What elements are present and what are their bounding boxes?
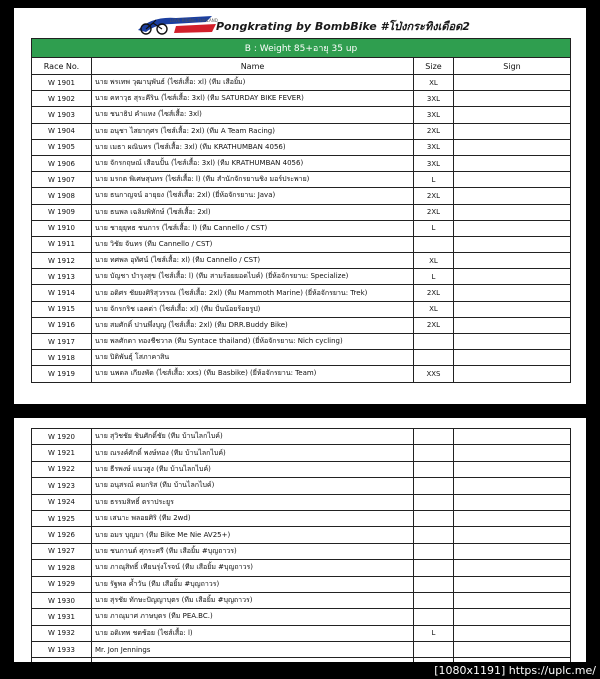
size-cell	[414, 527, 454, 543]
name-cell: นาย สุวิชชัย ชินศักดิ์ชัย (ทีม บ้านไลกไบค์)	[92, 429, 414, 445]
table-row	[32, 269, 571, 285]
table-row	[32, 317, 571, 333]
race-no-cell: W 1921	[32, 445, 92, 461]
table-row	[32, 429, 571, 445]
sign-cell	[454, 123, 571, 139]
name-cell: นาย เมธา ผณินทร (ไซส์เสื้อ: 3xl) (ทีม KRATHUMBAN 4056)	[92, 139, 414, 155]
race-no-cell: W 1930	[32, 592, 92, 608]
table-row	[32, 285, 571, 301]
size-cell: XL	[414, 301, 454, 317]
size-cell: 2XL	[414, 285, 454, 301]
sheet-page-1	[14, 8, 586, 404]
table-row	[32, 642, 571, 658]
name-cell: นาย บัญชา บำรุงสุข (ไซส์เสื้อ: l) (ทีม สามร้อยยอดไบค์) (ยี่ห้อจักรยาน: Specialize)	[92, 269, 414, 285]
size-cell: 2XL	[414, 123, 454, 139]
race-no-cell: W 1915	[32, 301, 92, 317]
col-name: Name	[92, 58, 414, 75]
col-size: Size	[414, 58, 454, 75]
name-cell: นาย ธนพล เฉลิมพิทักษ์ (ไซส์เสื้อ: 2xl)	[92, 204, 414, 220]
sign-cell	[454, 155, 571, 171]
sign-cell	[454, 510, 571, 526]
results-table-2	[31, 428, 571, 662]
sign-cell	[454, 350, 571, 366]
table-row	[32, 91, 571, 107]
table-row	[32, 220, 571, 236]
size-cell	[414, 494, 454, 510]
size-cell: 2XL	[414, 204, 454, 220]
table-row	[32, 236, 571, 252]
category-banner: B : Weight 85+อายุ 35 up	[32, 39, 571, 58]
size-cell	[414, 461, 454, 477]
table-row	[32, 478, 571, 494]
size-cell: 3XL	[414, 91, 454, 107]
sign-cell	[454, 107, 571, 123]
race-no-cell: W 1910	[32, 220, 92, 236]
size-cell	[414, 576, 454, 592]
size-cell: XL	[414, 75, 454, 91]
sign-cell	[454, 334, 571, 350]
size-cell: XL	[414, 253, 454, 269]
sign-cell	[454, 658, 571, 662]
size-cell: 3XL	[414, 139, 454, 155]
size-cell: XXS	[414, 366, 454, 382]
name-cell: นาย ชายุยุทธ ชนการ (ไซส์เสื้อ: l) (ทีม Cannello / CST)	[92, 220, 414, 236]
name-cell: นาย อนุสรณ์ คมกริส (ทีม บ้านไลกไบค์)	[92, 478, 414, 494]
race-no-cell: W 1917	[32, 334, 92, 350]
size-cell	[414, 543, 454, 559]
name-cell: นาย ภาณุมาศ ภาษบุตร (ทีม PEA.BC.)	[92, 609, 414, 625]
name-cell: นาย ธรรมสิทธิ์ ตราประยูร	[92, 494, 414, 510]
size-cell	[414, 592, 454, 608]
table-row	[32, 576, 571, 592]
sign-cell	[454, 317, 571, 333]
race-no-cell: W 1907	[32, 172, 92, 188]
sign-cell	[454, 543, 571, 559]
race-no-cell: W 1925	[32, 510, 92, 526]
sign-cell	[454, 478, 571, 494]
size-cell	[414, 429, 454, 445]
size-cell	[414, 609, 454, 625]
sign-cell	[454, 527, 571, 543]
race-no-cell: W 1922	[32, 461, 92, 477]
sign-cell	[454, 461, 571, 477]
sign-cell	[454, 285, 571, 301]
table-row	[32, 107, 571, 123]
table-row	[32, 592, 571, 608]
race-no-cell: W 1926	[32, 527, 92, 543]
name-cell: นาย วิชัย จันทร (ทีม Cannello / CST)	[92, 236, 414, 252]
race-no-cell: W 1908	[32, 188, 92, 204]
name-cell: นาย มรกต พิเศษสุนทร (ไซส์เสื้อ: l) (ทีม สำนักจักรยานชิง มอร์ประพาย)	[92, 172, 414, 188]
watermark: [1080x1191] https://uplc.me/	[434, 664, 596, 677]
race-no-cell: W 1928	[32, 560, 92, 576]
table-row	[32, 445, 571, 461]
race-no-cell: W 1924	[32, 494, 92, 510]
table-row	[32, 625, 571, 641]
name-cell: นาย พรเทพ วุฒานุพันธ์ (ไซส์เสื้อ: xl) (ทีม เสือยิ้ม)	[92, 75, 414, 91]
sign-cell	[454, 366, 571, 382]
size-cell: L	[414, 172, 454, 188]
name-cell: นาย อมร บุญมา (ทีม Bike Me Nie AV25+)	[92, 527, 414, 543]
sign-cell	[454, 642, 571, 658]
name-cell: นาย อนุชา ไสยากุศร (ไซส์เสื้อ: 2xl) (ทีม A Team Racing)	[92, 123, 414, 139]
table-row	[32, 461, 571, 477]
logo-text: LOVE RIDING THAILAND	[170, 18, 218, 23]
race-no-cell: W 1911	[32, 236, 92, 252]
race-no-cell: W 1903	[32, 107, 92, 123]
size-cell	[414, 236, 454, 252]
table-row	[32, 188, 571, 204]
name-cell: นาย ชนาธิป คำแหง (ไซส์เสื้อ: 3xl)	[92, 107, 414, 123]
name-cell: นาย สุรชัย ทักษะปัญญาบุตร (ทีม เสือยิ้ม #บุญถาวร)	[92, 592, 414, 608]
race-no-cell: W 1927	[32, 543, 92, 559]
sign-cell	[454, 609, 571, 625]
size-cell: L	[414, 269, 454, 285]
name-cell: นาย จักรกฤษณ์ เสือนปั้น (ไซส์เสื้อ: 3xl) (ทีม KRATHUMBAN 4056)	[92, 155, 414, 171]
table-row	[32, 204, 571, 220]
race-no-cell: W 1919	[32, 366, 92, 382]
name-cell: นาย จักรกริช เอคต่า (ไซส์เสื้อ: xl) (ทีม ปั่นน้อยร้อยรูป)	[92, 301, 414, 317]
bike-logo-icon	[132, 12, 218, 36]
race-no-cell: W 1912	[32, 253, 92, 269]
race-no-cell: W 1932	[32, 625, 92, 641]
table-row	[32, 334, 571, 350]
name-cell: นาย เสนาะ พลอยศิริ (ทีม 2wd)	[92, 510, 414, 526]
size-cell: 3XL	[414, 107, 454, 123]
sign-cell	[454, 494, 571, 510]
sign-cell	[454, 236, 571, 252]
race-no-cell: W 1916	[32, 317, 92, 333]
race-no-cell: W 1913	[32, 269, 92, 285]
table-row	[32, 560, 571, 576]
table-row	[32, 658, 571, 662]
table-row	[32, 123, 571, 139]
table-row	[32, 366, 571, 382]
name-cell: นาย ณรงค์ศักดิ์ พงษ์ทอง (ทีม บ้านไลกไบค์)	[92, 445, 414, 461]
sign-cell	[454, 253, 571, 269]
sign-cell	[454, 188, 571, 204]
table-row	[32, 510, 571, 526]
size-cell: L	[414, 625, 454, 641]
size-cell: L	[414, 220, 454, 236]
sign-cell	[454, 301, 571, 317]
race-no-cell: W 1914	[32, 285, 92, 301]
race-no-cell: W 1904	[32, 123, 92, 139]
table-row	[32, 527, 571, 543]
race-no-cell: W 1902	[32, 91, 92, 107]
sign-cell	[454, 204, 571, 220]
table-row	[32, 350, 571, 366]
sign-cell	[454, 560, 571, 576]
table-row	[32, 75, 571, 91]
race-no-cell: W 1929	[32, 576, 92, 592]
race-no-cell: W 1905	[32, 139, 92, 155]
table-row	[32, 155, 571, 171]
race-no-cell: W 1920	[32, 429, 92, 445]
size-cell	[414, 642, 454, 658]
col-sign: Sign	[454, 58, 571, 75]
size-cell	[414, 658, 454, 662]
sign-cell	[454, 592, 571, 608]
size-cell: 2XL	[414, 317, 454, 333]
table-row	[32, 494, 571, 510]
race-no-cell: W 1909	[32, 204, 92, 220]
size-cell: 2XL	[414, 188, 454, 204]
sign-cell	[454, 75, 571, 91]
sign-cell	[454, 172, 571, 188]
race-no-cell: W 1906	[32, 155, 92, 171]
race-no-cell: W 1931	[32, 609, 92, 625]
table-row	[32, 172, 571, 188]
race-no-cell: W 1918	[32, 350, 92, 366]
name-cell: นาย สมศักดิ์ ปานพึ่งบุญ (ไซส์เสื้อ: 2xl) (ทีม DRR.Buddy Bike)	[92, 317, 414, 333]
sign-cell	[454, 91, 571, 107]
table-row	[32, 301, 571, 317]
name-cell: นาย ปิติพันธุ์ โสภาคาสิน	[92, 350, 414, 366]
sign-cell	[454, 220, 571, 236]
name-cell: นาย นพดล เกียงพัด (ไซส์เสื้อ: xxs) (ทีม Basbike) (ยี่ห้อจักรยาน: Team)	[92, 366, 414, 382]
sign-cell	[454, 625, 571, 641]
name-cell: นาย อดิเทพ ชดช้อย (ไซส์เสื้อ: l)	[92, 625, 414, 641]
size-cell	[414, 334, 454, 350]
name-cell: นาย ธีรพงษ์ แนวสูง (ทีม บ้านไลกไบค์)	[92, 461, 414, 477]
sign-cell	[454, 445, 571, 461]
race-no-cell	[32, 658, 92, 662]
name-cell: นาย ภาณุสิทธิ์ เทียนรุ่งโรจน์ (ทีม เสือยิ้ม #บุญถาวร)	[92, 560, 414, 576]
name-cell: นาย ชนกานต์ ศุกระศรี (ทีม เสือยิ้ม #บุญถาวร)	[92, 543, 414, 559]
header-row	[14, 8, 586, 38]
name-cell	[92, 658, 414, 662]
name-cell: นาย ธนกาญจน์ อายุยง (ไซส์เสื้อ: 2xl) (ยี่ห้อจักรยาน: Java)	[92, 188, 414, 204]
sign-cell	[454, 139, 571, 155]
sign-cell	[454, 429, 571, 445]
table-row	[32, 609, 571, 625]
size-cell	[414, 560, 454, 576]
size-cell: 3XL	[414, 155, 454, 171]
size-cell	[414, 350, 454, 366]
name-cell: นาย รัฐพล ค้ำวัน (ทีม เสือยิ้ม #บุญถาวร)	[92, 576, 414, 592]
sign-cell	[454, 269, 571, 285]
size-cell	[414, 445, 454, 461]
table-row	[32, 543, 571, 559]
sheet-page-2	[14, 418, 586, 662]
page-title: Pongkrating by BombBike #โป่งกระทิงเดือด2	[216, 20, 470, 33]
name-cell: นาย อดิศร ชัยยงศิริสุวรรณ (ไซส์เสื้อ: 2xl) (ทีม Mammoth Marine) (ยี่ห้อจักรยาน: Trek)	[92, 285, 414, 301]
name-cell: Mr. Jon Jennings	[92, 642, 414, 658]
race-no-cell: W 1901	[32, 75, 92, 91]
race-no-cell: W 1923	[32, 478, 92, 494]
race-no-cell: W 1933	[32, 642, 92, 658]
table-row	[32, 253, 571, 269]
table-row	[32, 139, 571, 155]
sign-cell	[454, 576, 571, 592]
col-race-no: Race No.	[32, 58, 92, 75]
name-cell: นาย คทาวุธ สุระคีริน (ไซส์เสื้อ: 3xl) (ทีม SATURDAY BIKE FEVER)	[92, 91, 414, 107]
size-cell	[414, 510, 454, 526]
name-cell: นาย ทศพล อุทัศน์ (ไซส์เสื้อ: xl) (ทีม Cannello / CST)	[92, 253, 414, 269]
results-table-1	[31, 38, 571, 383]
size-cell	[414, 478, 454, 494]
name-cell: นาย พลศักดา ทองชีชวาล (ทีม Syntace thailand) (ยี่ห้อจักรยาน: Nich cycling)	[92, 334, 414, 350]
